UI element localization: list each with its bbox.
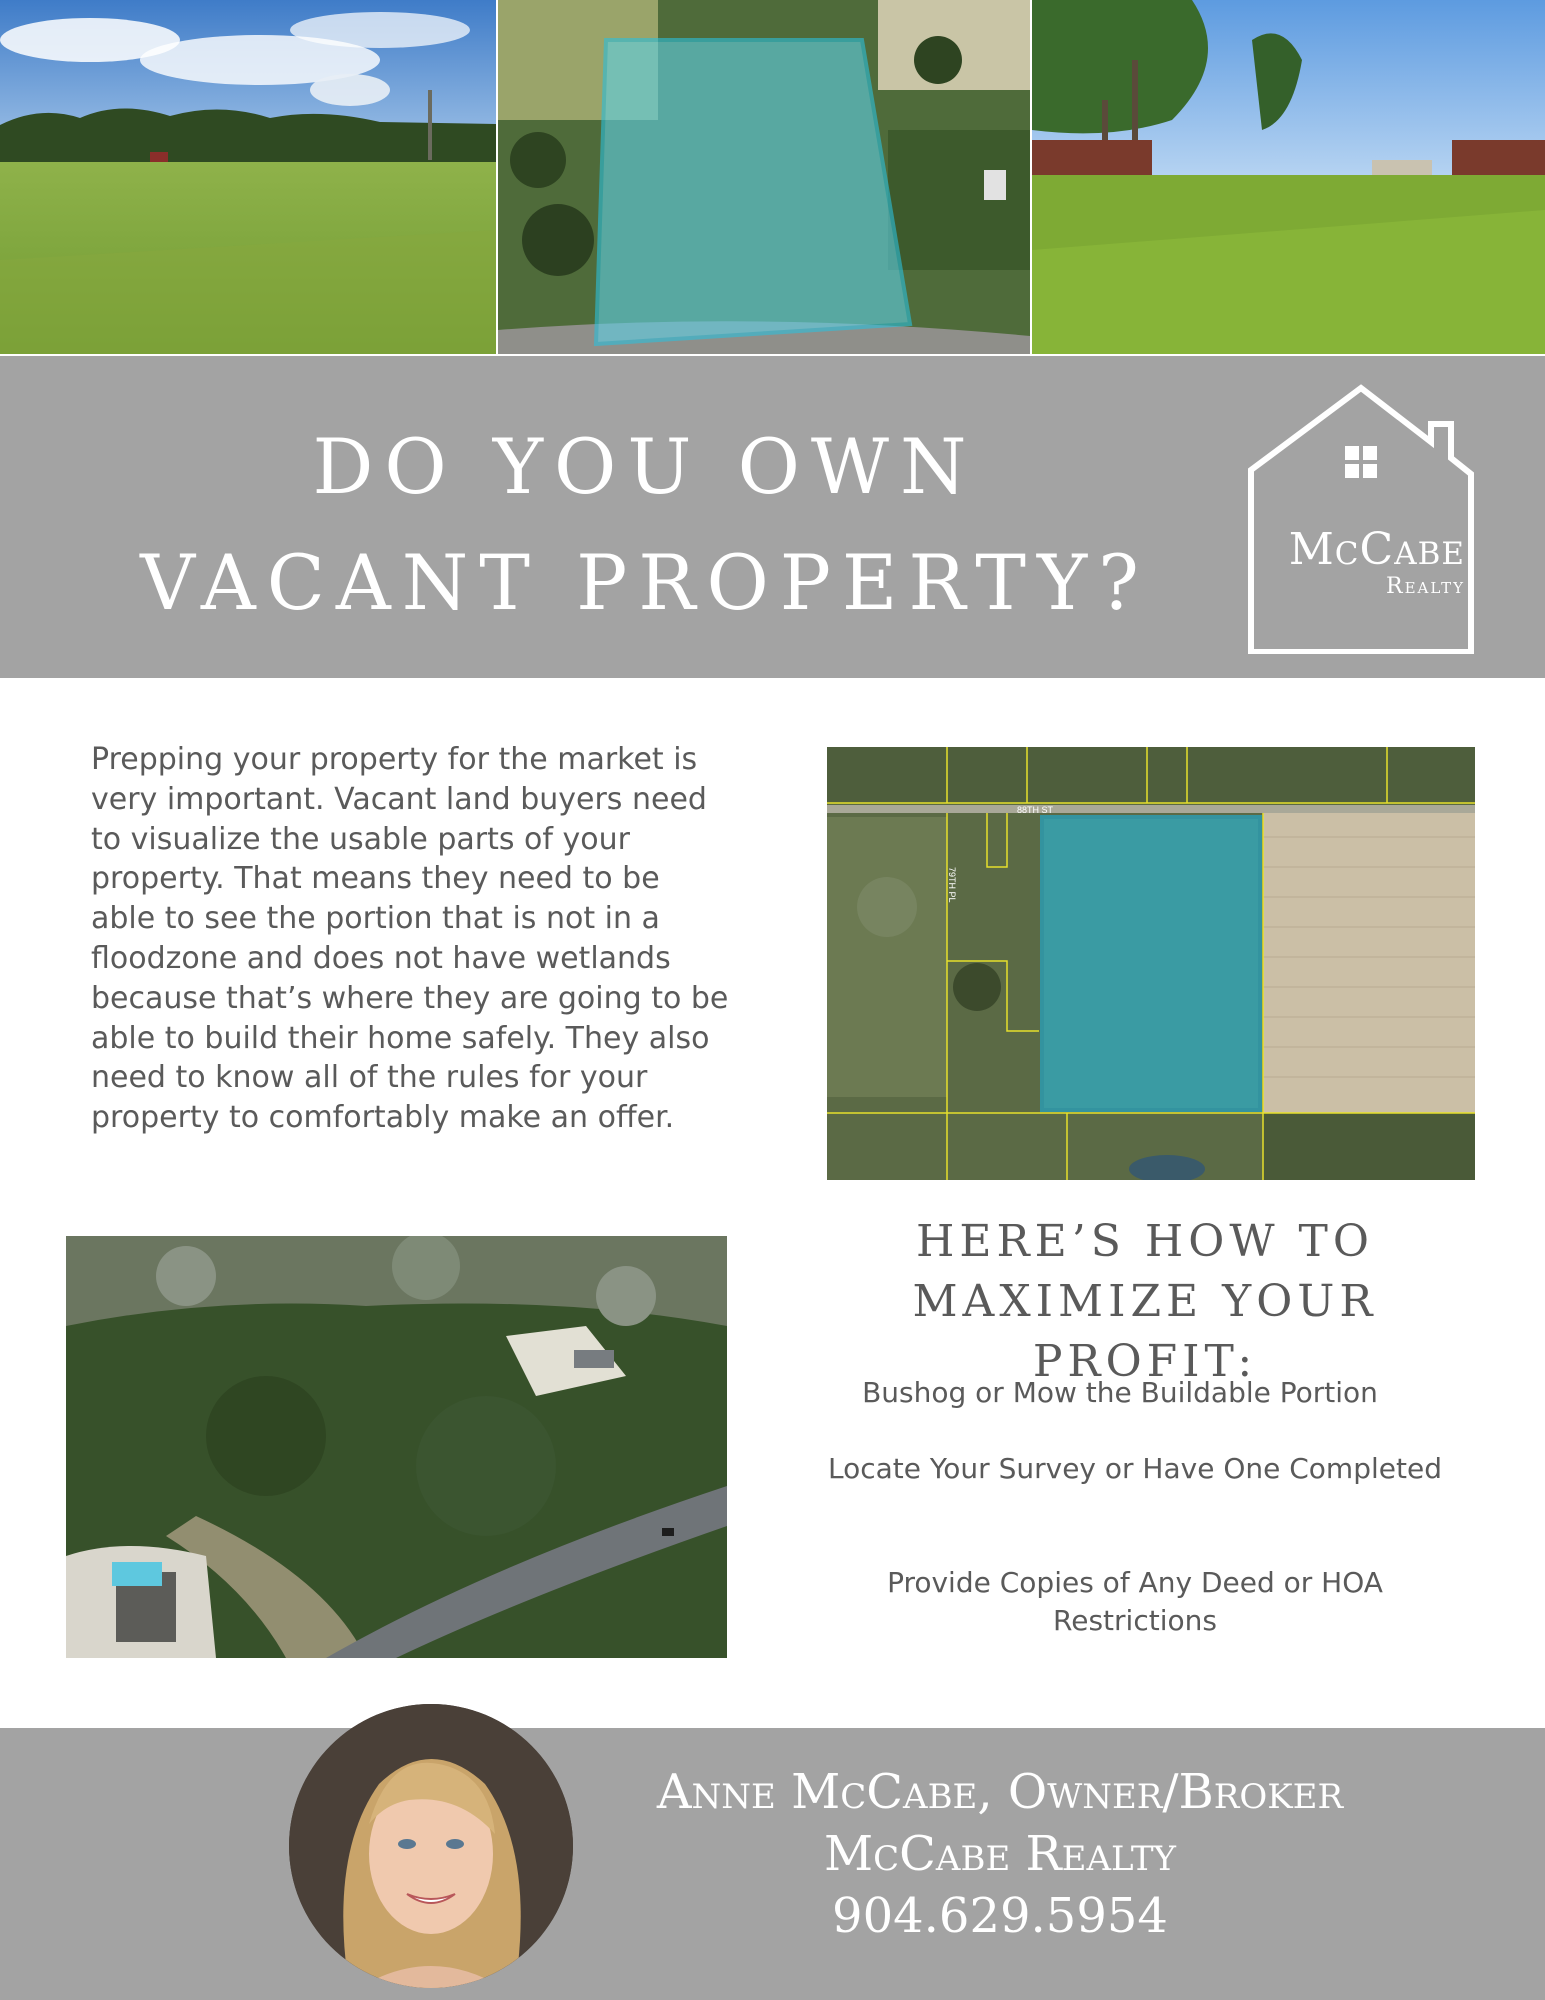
headline-line-2: VACANT PROPERTY? bbox=[140, 538, 1150, 627]
tip-item: Provide Copies of Any Deed or HOA Restrictions bbox=[887, 1566, 1383, 1637]
photo-open-field bbox=[0, 0, 496, 354]
parcel-map bbox=[827, 747, 1475, 1180]
headline-line-1: DO YOU OWN bbox=[312, 422, 978, 511]
tip-item: Bushog or Mow the Buildable Portion bbox=[862, 1376, 1378, 1409]
intro-paragraph: Prepping your property for the market is very important. Vacant land buyers need to visualize the usable parts of your property. That means they need to be able to see the portion that is not in a floodzone and does not have wetlands because that’s where they are going to be able to build their home safely. They also need to know all of the rules for your property to comfortably make an offer. bbox=[91, 742, 729, 1136]
tip-item: Locate Your Survey or Have One Completed bbox=[828, 1452, 1442, 1485]
photo-aerial-parcel bbox=[498, 0, 1030, 354]
agent-avatar bbox=[289, 1704, 573, 1988]
company-name: McCabe Realty bbox=[824, 1826, 1176, 1882]
headline-banner bbox=[0, 356, 1545, 678]
mccabe-realty-logo bbox=[1245, 384, 1485, 654]
agent-name: Anne McCabe, Owner/Broker bbox=[656, 1764, 1344, 1820]
photo-aerial-woods bbox=[66, 1236, 727, 1658]
logo-name-line-2: Realty bbox=[1386, 574, 1465, 599]
logo-name-line-1: McCabe bbox=[1288, 524, 1465, 575]
house-logo-icon bbox=[1245, 384, 1485, 654]
phone-number[interactable]: 904.629.5954 bbox=[832, 1888, 1168, 1944]
street-label: 88TH ST bbox=[1017, 805, 1054, 815]
tips-heading: HERE’S HOW TO MAXIMIZE YOUR PROFIT: bbox=[912, 1216, 1378, 1387]
side-street-label: 79TH PL bbox=[947, 867, 957, 903]
window-icon bbox=[1345, 446, 1377, 478]
photo-lawn-homes bbox=[1032, 0, 1545, 354]
